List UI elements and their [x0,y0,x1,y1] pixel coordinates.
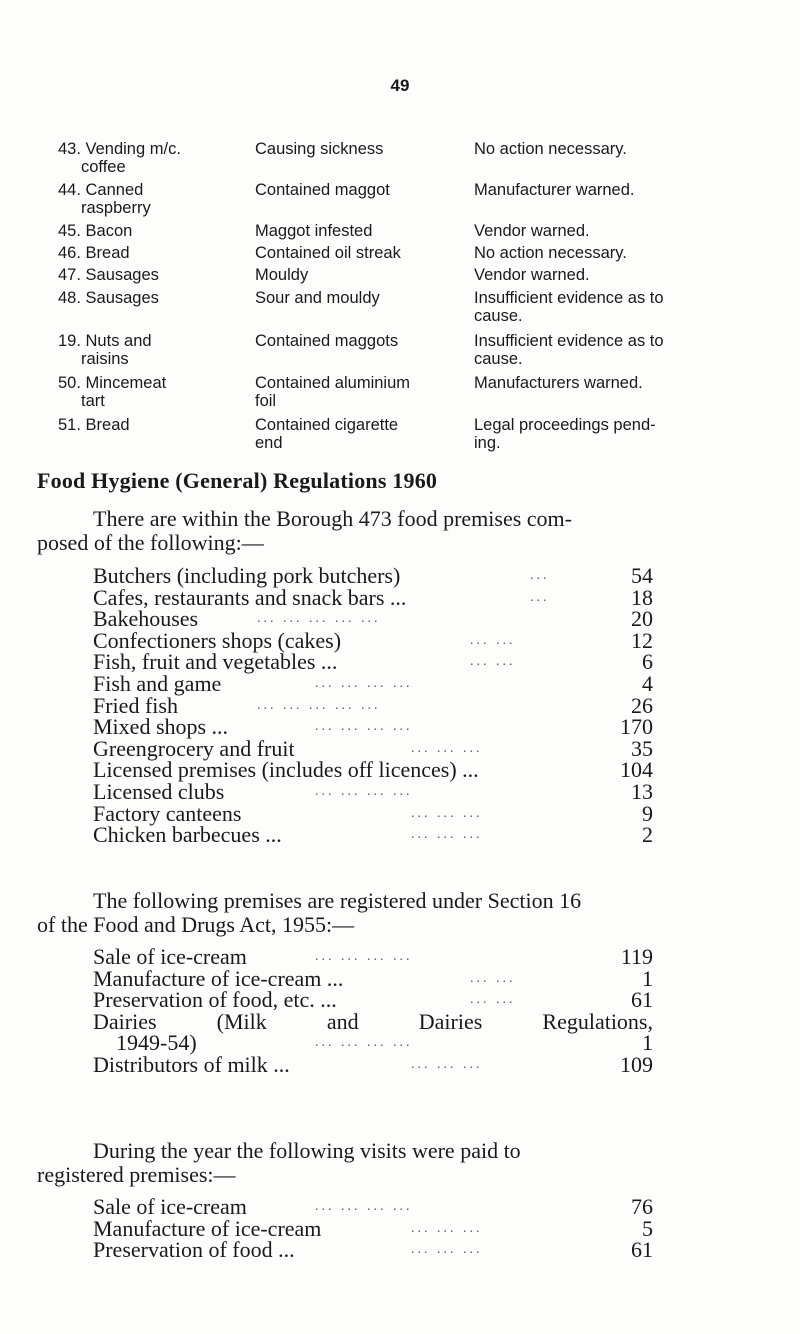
complaint-action: Manufacturers warned. [474,374,643,392]
complaint-action: No action necessary. [474,140,627,158]
complaint-item: 51. Bread [58,416,130,434]
section16-list [93,946,713,1076]
complaint-fault: Sour and mouldy [255,289,380,307]
complaint-fault: Mouldy [255,266,309,284]
complaint-item: 44. Canned raspberry [58,181,151,217]
complaint-item: 19. Nuts and raisins [58,332,152,368]
list-item: Factory canteens ... ... ... 9 [93,800,653,826]
list-item: Bakehouses ... ... ... ... ... 20 [93,606,653,632]
complaint-action: Insufficient evidence as to cause. [474,289,664,325]
list-item: Fried fish ... ... ... ... ... 26 [93,692,653,718]
dairies-label: Dairies (Milk and Dairies Regulations, [93,1008,653,1034]
complaint-fault: Contained aluminium foil [255,374,411,410]
list-item: Licensed clubs ... ... ... ... 13 [93,778,653,804]
complaint-item: 45. Bacon [58,222,133,240]
list-item: Butchers (including pork butchers) ... 54 [93,563,653,588]
premises-list [93,565,713,846]
list-item: Chicken barbecues ... ... ... ... 2 [93,822,653,848]
list-item: Mixed shops ... ... ... ... ... 170 [93,714,653,740]
complaint-item: 47. Sausages [58,266,159,284]
list-item: Confectioners shops (cakes) ... ... 12 [93,627,653,653]
complaint-fault: Causing sickness [255,140,384,158]
list-item: Preservation of food, etc. ... ... ... 61 [93,987,653,1013]
complaint-action: Manufacturer warned. [474,181,635,199]
section-heading: Food Hygiene (General) Regulations 1960 [37,468,438,493]
complaint-action: Vendor warned. [474,266,590,284]
complaint-action: Insufficient evidence as to cause. [474,332,664,368]
complaint-item: 50. Mincemeat tart [58,374,167,410]
premises-intro: There are within the Borough 473 food premises com- posed of the following:— [37,506,572,555]
list-item: Fish, fruit and vegetables ... ... ... 6 [93,649,653,675]
list-item: Manufacture of ice-cream ... ... ... 5 [93,1215,653,1241]
complaint-fault: Contained oil streak [255,244,401,262]
list-item: Licensed premises (includes off licences) ... 104 [93,757,653,783]
complaint-fault: Maggot infested [255,222,373,240]
list-item [93,1008,713,1034]
complaint-action: Vendor warned. [474,222,590,240]
section16-intro: The following premises are registered under Section 16 of the Food and Drugs Act, 1955:— [37,888,582,937]
list-item: 1949-54) ... ... ... ... 1 [116,1030,653,1056]
list-item: Fish and game ... ... ... ... 4 [93,670,653,696]
list-item: Sale of ice-cream ... ... ... ... 119 [93,944,653,969]
complaint-action: Legal proceedings pend- ing. [474,416,656,452]
page-number: 49 [390,76,410,95]
visits-intro: During the year the following visits were paid to registered premises:— [37,1138,521,1187]
complaint-item: 46. Bread [58,244,130,262]
complaint-fault: Contained maggot [255,181,390,199]
list-item: Sale of ice-cream ... ... ... ... 76 [93,1194,653,1219]
list-item: Greengrocery and fruit ... ... ... 35 [93,735,653,761]
list-item: Cafes, restaurants and snack bars ... ... 18 [93,584,653,610]
complaint-item: 43. Vending m/c. coffee [58,140,181,176]
complaint-item: 48. Sausages [58,289,159,307]
list-item: Manufacture of ice-cream ... ... ... 1 [93,965,653,991]
complaint-action: No action necessary. [474,244,627,262]
list-item: Distributors of milk ... ... ... ... 109 [93,1051,653,1077]
visits-list [93,1196,713,1261]
complaint-fault: Contained maggots [255,332,399,350]
list-item: Preservation of food ... ... ... ... 61 [93,1237,653,1263]
complaint-fault: Contained cigarette end [255,416,399,452]
